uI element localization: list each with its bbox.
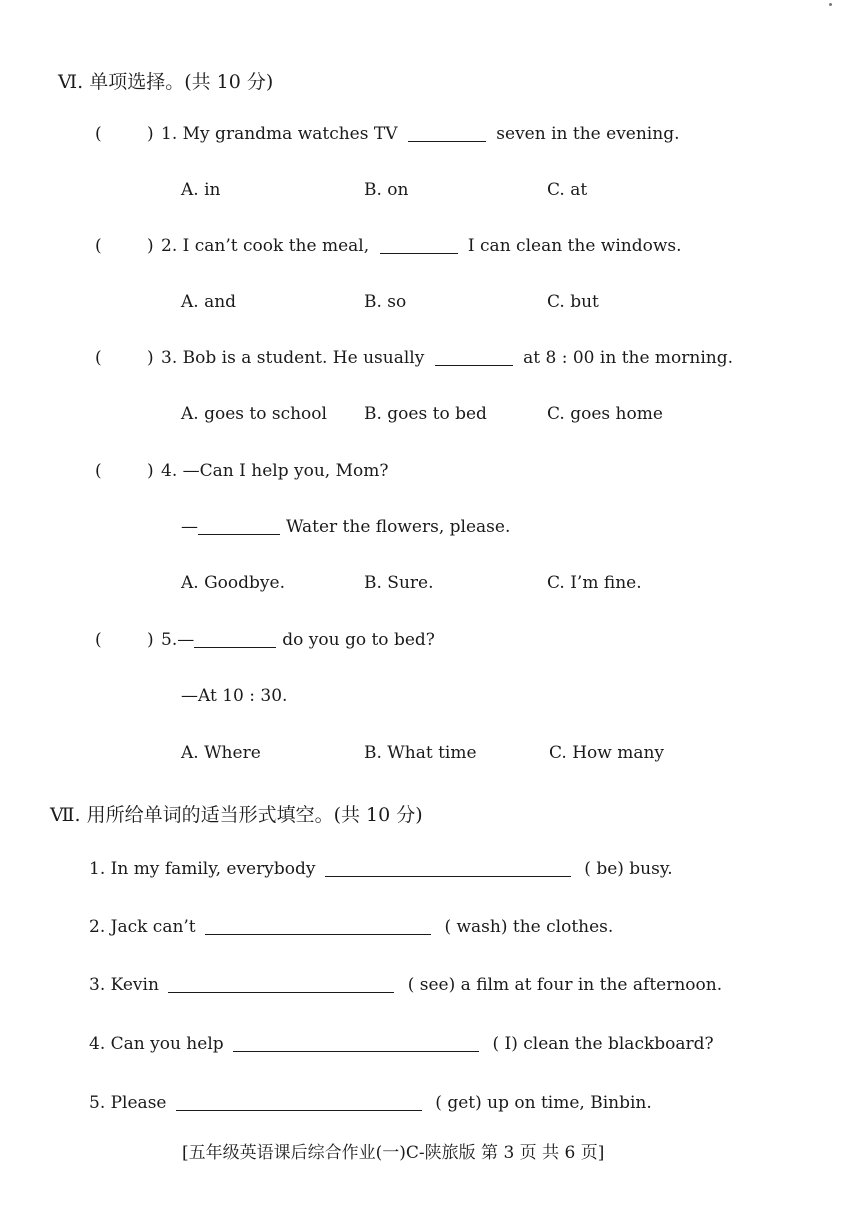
answer-blank[interactable] [194, 630, 276, 648]
fill-item-post: ( see) a film at four in the afternoon. [407, 975, 723, 995]
dialogue-post: Water the flowers, please. [286, 517, 511, 537]
option-b: B. so [364, 292, 407, 312]
answer-blank[interactable] [325, 859, 571, 877]
question-5-line-2: —At 10 : 30. [181, 686, 288, 706]
dialogue-dash: — [177, 630, 195, 650]
fill-item-pre: 3. Kevin [89, 975, 159, 995]
fill-item-4 [89, 1034, 714, 1054]
option-a: A. in [181, 180, 221, 200]
question-4-line-1 [161, 461, 388, 481]
option-c: C. I’m fine. [547, 573, 642, 593]
section-7-title: Ⅶ. 用所给单词的适当形式填空。(共 10 分) [50, 804, 423, 826]
question-4-line-2 [181, 517, 510, 537]
page-footer: [五年级英语课后综合作业(一)C-陕旅版 第 3 页 共 6 页] [182, 1143, 605, 1163]
answer-paren-close: ) [147, 124, 154, 144]
fill-item-pre: 4. Can you help [89, 1034, 224, 1054]
option-c: C. but [547, 292, 599, 312]
answer-paren-open: ( [95, 124, 102, 144]
question-post: at 8 : 00 in the morning. [523, 348, 734, 368]
answer-blank[interactable] [176, 1093, 422, 1111]
fill-item-1 [89, 859, 673, 879]
question-pre: I can’t cook the meal, [182, 236, 370, 256]
option-a: A. goes to school [181, 404, 327, 424]
answer-blank[interactable] [408, 124, 486, 142]
question-number: 1. [161, 124, 178, 144]
option-c: C. How many [549, 743, 665, 763]
answer-paren-close: ) [147, 236, 154, 256]
answer-blank[interactable] [198, 517, 280, 535]
question-5-line-1 [161, 630, 435, 650]
question-pre: My grandma watches TV [182, 124, 398, 144]
dialogue-dash: — [181, 517, 198, 537]
fill-item-pre: 5. Please [89, 1093, 167, 1113]
fill-item-post: ( be) busy. [584, 859, 673, 879]
answer-paren-open: ( [95, 236, 102, 256]
answer-blank[interactable] [435, 348, 513, 366]
scan-speck [829, 3, 832, 6]
fill-item-5 [89, 1093, 652, 1113]
answer-paren-open: ( [95, 630, 102, 650]
option-a: A. Where [181, 743, 261, 763]
option-a: A. and [181, 292, 237, 312]
question-number: 3. [161, 348, 178, 368]
answer-paren-close: ) [147, 348, 154, 368]
dialogue-post: do you go to bed? [282, 630, 435, 650]
question-number: 4. [161, 461, 178, 481]
question-number: 5. [161, 630, 178, 650]
answer-blank[interactable] [168, 975, 394, 993]
answer-paren-open: ( [95, 461, 102, 481]
question-3-text [161, 348, 733, 368]
question-post: seven in the evening. [496, 124, 680, 144]
option-b: B. Sure. [364, 573, 434, 593]
fill-item-post: ( get) up on time, Binbin. [435, 1093, 652, 1113]
fill-item-pre: 1. In my family, everybody [89, 859, 316, 879]
fill-item-post: ( wash) the clothes. [444, 917, 614, 937]
answer-paren-open: ( [95, 348, 102, 368]
answer-blank[interactable] [233, 1034, 479, 1052]
answer-blank[interactable] [380, 236, 458, 254]
option-b: B. What time [364, 743, 477, 763]
question-1-text [161, 124, 679, 144]
answer-paren-close: ) [147, 630, 154, 650]
question-post: I can clean the windows. [467, 236, 682, 256]
fill-item-post: ( I) clean the blackboard? [492, 1034, 714, 1054]
question-number: 2. [161, 236, 178, 256]
dialogue-line: —Can I help you, Mom? [182, 461, 389, 481]
fill-item-pre: 2. Jack can’t [89, 917, 196, 937]
question-2-text [161, 236, 682, 256]
answer-paren-close: ) [147, 461, 154, 481]
answer-blank[interactable] [205, 917, 431, 935]
fill-item-2 [89, 917, 613, 937]
option-c: C. goes home [547, 404, 663, 424]
section-6-title: Ⅵ. 单项选择。(共 10 分) [58, 71, 274, 93]
option-a: A. Goodbye. [181, 573, 285, 593]
fill-item-3 [89, 975, 722, 995]
question-pre: Bob is a student. He usually [182, 348, 425, 368]
option-b: B. on [364, 180, 409, 200]
option-b: B. goes to bed [364, 404, 487, 424]
option-c: C. at [547, 180, 588, 200]
